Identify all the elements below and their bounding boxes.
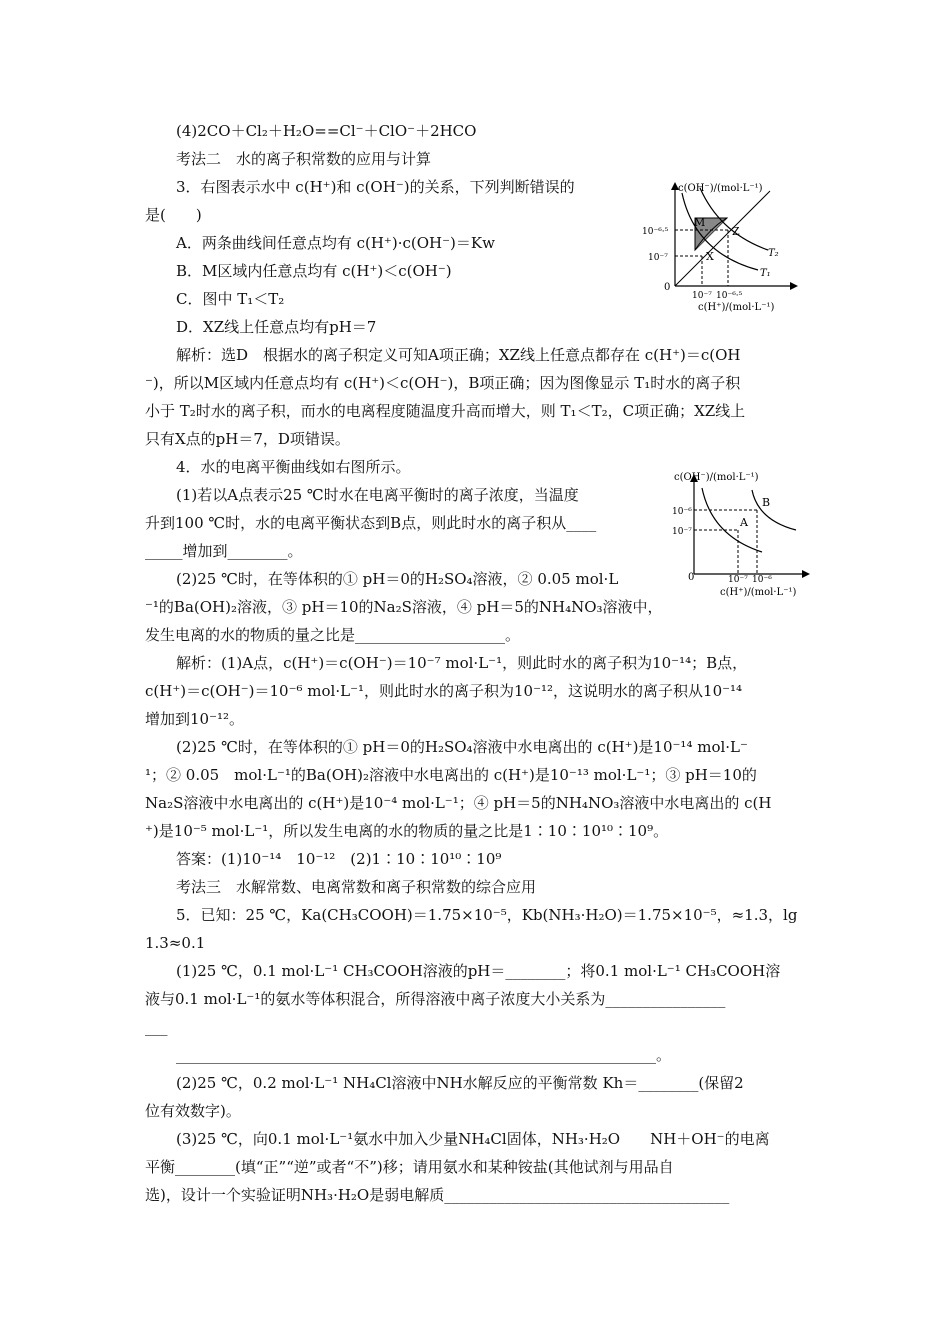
curve-t1 [682,193,758,270]
y-tick-top: 10⁻⁶ [672,507,692,517]
curve-25c [702,488,762,552]
x-tick-right: 10⁻⁶·⁵ [716,291,743,301]
question-4-part-1: (1)若以A点表示25 ℃时水在电离平衡时的离子浓度，当温度 [176,486,579,504]
analysis-3-cont: ⁻)，所以M区域内任意点均有 c(H⁺)＜c(OH⁻)，B项正确；因为图像显示 T₁时水的离子积 [145,374,741,392]
equation-line: (4)2CO＋Cl₂＋H₂O==Cl⁻＋ClO⁻＋2HCO [176,122,477,140]
question-4-part-2-cont: ⁻¹的Ba(OH)₂溶液，③ pH＝10的Na₂S溶液，④ pH＝5的NH₄NO₃溶液中， [145,598,663,616]
label-a: A [740,516,748,529]
question-5-part-1-cont: ___ [145,1018,168,1036]
analysis-3: 解析：选D 根据水的离子积定义可知A项正确；XZ线上任意点都存在 c(H⁺)＝c(OH [176,346,741,364]
question-5-part-1: (1)25 ℃，0.1 mol·L⁻¹ CH₃COOH溶液的pH＝________；将0.1 mol·L⁻¹ CH₃COOH溶 [176,962,781,980]
label-t2: T₂ [768,248,779,259]
x-tick-left: 10⁻⁷ [728,575,748,585]
question-5-stem: 5．已知：25 ℃，Ka(CH₃COOH)＝1.75×10⁻⁵，Kb(NH₃·H₂O)＝1.75×10⁻⁵，≈1.3，lg [176,906,798,924]
option-d: D．XZ线上任意点均有pH＝7 [176,318,377,336]
y-axis-label: c(OH⁻)/(mol·L⁻¹) [674,472,759,483]
x-axis-label: c(H⁺)/(mol·L⁻¹) [698,302,775,313]
analysis-4-part-2: (2)25 ℃时，在等体积的① pH＝0的H₂SO₄溶液中水电离出的 c(H⁺)是10⁻¹⁴ mol·L⁻ [176,738,748,756]
xz-line [675,191,770,286]
answer-blank-line: ________________________________________________________________。 [176,1046,672,1064]
answer-4: 答案：(1)10⁻¹⁴ 10⁻¹² (2)1∶10∶10¹⁰∶10⁹ [176,850,502,868]
y-axis-label: c(OH⁻)/(mol·L⁻¹) [678,183,763,194]
y-tick-top: 10⁻⁶·⁵ [642,227,669,237]
label-m: M [694,216,706,229]
label-b: B [762,496,771,509]
question-5-part-3-cont: 选)，设计一个实验证明NH₃·H₂O是弱电解质______________________________________ [145,1186,730,1204]
analysis-3-cont: 小于 T₂时水的离子积，而水的电离程度随温度升高而增大，则 T₁＜T₂，C项正确；XZ线上 [145,402,746,420]
analysis-4-cont: 增加到10⁻¹²。 [145,710,245,728]
question-5-stem-cont: 1.3≈0.1 [145,934,206,952]
x-axis-arrow [790,282,798,290]
question-5-part-2-cont: 位有效数字)。 [145,1102,241,1120]
question-5-part-3: (3)25 ℃，向0.1 mol·L⁻¹氨水中加入少量NH₄Cl固体，NH₃·H₂O NH＋OH⁻的电离 [176,1130,770,1148]
analysis-4-part-2-cont: ⁺)是10⁻⁵ mol·L⁻¹，所以发生电离的水的物质的量之比是1∶10∶10¹⁰∶10⁹。 [145,822,669,840]
option-a: A．两条曲线间任意点均有 c(H⁺)·c(OH⁻)＝Kw [176,234,495,252]
y-tick-bottom: 10⁻⁷ [648,253,668,263]
curve-100c [752,490,796,530]
analysis-4-part-2-cont: ¹；② 0.05 mol·L⁻¹的Ba(OH)₂溶液中水电离出的 c(H⁺)是10⁻¹³ mol·L⁻¹；③ pH＝10的 [145,766,757,784]
figure-water-ion-product-2 [672,466,812,598]
option-b: B．M区域内任意点均有 c(H⁺)＜c(OH⁻) [176,262,452,280]
question-5-part-3-cont: 平衡________(填“正”“逆”或者“不”)移；请用氨水和某种铵盐(其他试剂与用品自 [145,1158,674,1176]
x-tick-right: 10⁻⁶ [752,575,772,585]
option-c: C．图中 T₁＜T₂ [176,290,285,308]
section-heading: 考法三 水解常数、电离常数和离子积常数的综合应用 [176,878,537,896]
label-z: Z [732,225,740,238]
x-tick-left: 10⁻⁷ [692,291,712,301]
figure-water-ion-product-1 [640,178,800,313]
question-4-stem: 4．水的电离平衡曲线如右图所示。 [176,458,411,476]
question-4-part-2-cont: 发生电离的水的物质的量之比是____________________。 [145,626,521,644]
question-4-part-1-cont: _____增加到________。 [145,542,303,560]
x-axis-label: c(H⁺)/(mol·L⁻¹) [720,587,797,598]
question-4-part-1-cont: 升到100 ℃时，水的电离平衡状态到B点，则此时水的离子积从____ [145,514,597,532]
label-t1: T₁ [760,268,771,279]
origin-label: 0 [688,572,695,583]
question-3-stem: 3．右图表示水中 c(H⁺)和 c(OH⁻)的关系，下列判断错误的 [176,178,575,196]
figure-2-svg [672,466,812,598]
label-x: X [706,250,714,263]
x-axis-arrow [802,570,810,578]
origin-label: 0 [664,282,671,293]
analysis-4-part-2-cont: Na₂S溶液中水电离出的 c(H⁺)是10⁻⁴ mol·L⁻¹；④ pH＝5的NH₄NO₃溶液中水电离出的 c(H [145,794,772,812]
question-3-stem-cont: 是( ) [145,206,202,224]
analysis-4-cont: c(H⁺)＝c(OH⁻)＝10⁻⁶ mol·L⁻¹，则此时水的离子积为10⁻¹²，这说明水的离子积从10⁻¹⁴ [145,682,743,700]
question-5-part-1-cont: 液与0.1 mol·L⁻¹的氨水等体积混合，所得溶液中离子浓度大小关系为________________ [145,990,726,1008]
question-5-part-2: (2)25 ℃，0.2 mol·L⁻¹ NH₄Cl溶液中NH水解反应的平衡常数 Kh＝________(保留2 [176,1074,744,1092]
section-heading: 考法二 水的离子积常数的应用与计算 [176,150,432,168]
analysis-3-cont: 只有X点的pH＝7，D项错误。 [145,430,350,448]
figure-1-svg [640,178,800,313]
question-4-part-2: (2)25 ℃时，在等体积的① pH＝0的H₂SO₄溶液，② 0.05 mol·L [176,570,619,588]
y-tick-bottom: 10⁻⁷ [672,527,692,537]
analysis-4: 解析：(1)A点，c(H⁺)＝c(OH⁻)＝10⁻⁷ mol·L⁻¹，则此时水的离子积为10⁻¹⁴；B点， [176,654,748,672]
